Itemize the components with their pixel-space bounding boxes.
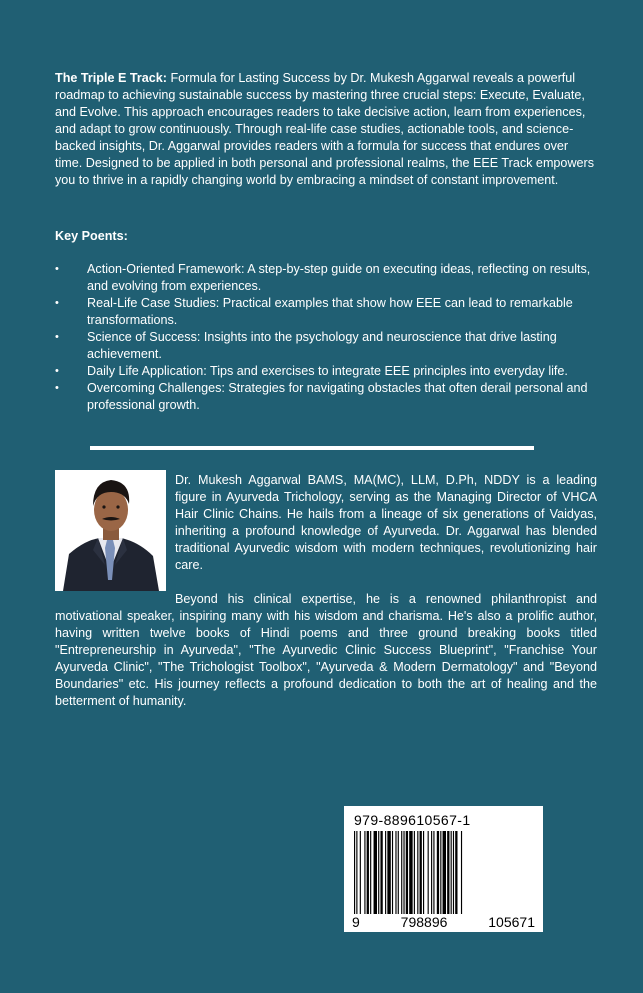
barcode-bar bbox=[403, 831, 404, 917]
barcode-bar bbox=[447, 831, 449, 917]
key-point-text: Overcoming Challenges: Strategies for navigating obstacles that often derail personal and professional growth. bbox=[87, 381, 588, 412]
barcode-bar bbox=[414, 831, 415, 917]
author-bio-intro: Dr. Mukesh Aggarwal BAMS, MA(MC), LLM, D.Ph, NDDY is a leading figure in Ayurveda Trichology, serving as the Managing Director of VHCA Hair Clinic Chains. He hails from a lineage of six generations of Vaidyas, inheriting a profound knowledge of Ayurveda. Dr. Aggarwal has blended traditional Ayurvedic wisdom with modern techniques, revolutionizing hair care. bbox=[175, 473, 597, 572]
barcode-bars bbox=[352, 831, 535, 917]
barcode-bar bbox=[440, 831, 441, 917]
isbn-digits bbox=[352, 914, 535, 930]
barcode-bar bbox=[420, 831, 422, 917]
barcode-bar bbox=[428, 831, 429, 917]
key-point-item bbox=[55, 295, 597, 329]
bullet-icon: • bbox=[55, 365, 59, 377]
isbn-digit-group: 798896 bbox=[400, 914, 448, 930]
barcode-bar bbox=[398, 831, 399, 917]
barcode-bar bbox=[370, 831, 371, 917]
barcode-bar bbox=[431, 831, 432, 917]
barcode-bar bbox=[354, 831, 355, 917]
barcode-bar bbox=[380, 831, 382, 917]
isbn-digit-group: 105671 bbox=[488, 914, 535, 930]
isbn-digit-group: 9 bbox=[352, 914, 360, 930]
book-title: The Triple E Track: bbox=[55, 71, 167, 85]
barcode-bar bbox=[406, 831, 408, 917]
barcode-bar bbox=[367, 831, 369, 917]
key-point-item bbox=[55, 380, 597, 414]
barcode-bar bbox=[451, 831, 452, 917]
barcode-bar bbox=[392, 831, 393, 917]
author-bio-continued: Beyond his clinical expertise, he is a renowned philanthropist and motivational speaker, inspiring many with his wisdom and charisma. He's also a prolific author, having written twelve books of Hindi poems and three ground breaking books titled "Entrepreneurship in Ayurveda", "The Ayurvedic Clinic Success Blueprint", "Franchise Your Ayurveda Clinic", "The Trichologist Toolbox", "Ayurveda & Modern Dermatology" and "Beyond Boundaries" etc. His journey reflects a profound dedication to both the art of healing and the betterment of humanity. bbox=[55, 592, 597, 708]
key-point-item bbox=[55, 363, 597, 380]
barcode-bar bbox=[395, 831, 396, 917]
barcode-bar bbox=[374, 831, 377, 917]
barcode-bar bbox=[385, 831, 386, 917]
barcode-bar bbox=[437, 831, 439, 917]
key-points-heading: Key Poents: bbox=[55, 229, 128, 243]
barcode-bar bbox=[423, 831, 424, 917]
barcode-bar bbox=[364, 831, 365, 917]
barcode-bar bbox=[378, 831, 379, 917]
section-divider bbox=[90, 446, 534, 450]
key-point-text: Real-Life Case Studies: Practical examples that show how EEE can lead to remarkable transformations. bbox=[87, 296, 573, 327]
bullet-icon: • bbox=[55, 297, 59, 309]
key-points-list bbox=[55, 261, 597, 414]
barcode-bar bbox=[387, 831, 390, 917]
barcode-bar bbox=[401, 831, 402, 917]
bullet-icon: • bbox=[55, 263, 59, 275]
isbn-number: 979-889610567-1 bbox=[354, 812, 471, 828]
key-point-text: Daily Life Application: Tips and exercises to integrate EEE principles into everyday life. bbox=[87, 364, 568, 378]
barcode-bar bbox=[453, 831, 454, 917]
barcode-bar bbox=[443, 831, 446, 917]
bullet-icon: • bbox=[55, 382, 59, 394]
barcode-bar bbox=[461, 831, 462, 917]
key-point-item bbox=[55, 261, 597, 295]
barcode-bar bbox=[433, 831, 434, 917]
isbn-barcode bbox=[344, 806, 543, 932]
barcode-bar bbox=[409, 831, 412, 917]
barcode-bar bbox=[455, 831, 457, 917]
bullet-icon: • bbox=[55, 331, 59, 343]
intro-paragraph bbox=[55, 70, 597, 189]
barcode-bar bbox=[417, 831, 418, 917]
key-point-item bbox=[55, 329, 597, 363]
barcode-bar bbox=[360, 831, 361, 917]
author-photo bbox=[55, 470, 166, 591]
key-point-text: Science of Success: Insights into the psychology and neuroscience that drive lasting achievement. bbox=[87, 330, 557, 361]
barcode-bar bbox=[356, 831, 357, 917]
key-point-text: Action-Oriented Framework: A step-by-step guide on executing ideas, reflecting on results, and evolving from experiences. bbox=[87, 262, 591, 293]
intro-text: Formula for Lasting Success by Dr. Mukesh Aggarwal reveals a powerful roadmap to achieving sustainable success by mastering three crucial steps: Execute, Evaluate, and Evolve. This approach encourages readers to take decisive action, learn from experiences, and adapt to grow continuously. Through real-life case studies, actionable tools, and science-backed insights, Dr. Aggarwal provides readers with a formula for success that endures over time. Designed to be applied in both personal and professional realms, the EEE Track empowers you to thrive in a rapidly changing world by embracing a mindset of constant improvement. bbox=[55, 71, 595, 187]
